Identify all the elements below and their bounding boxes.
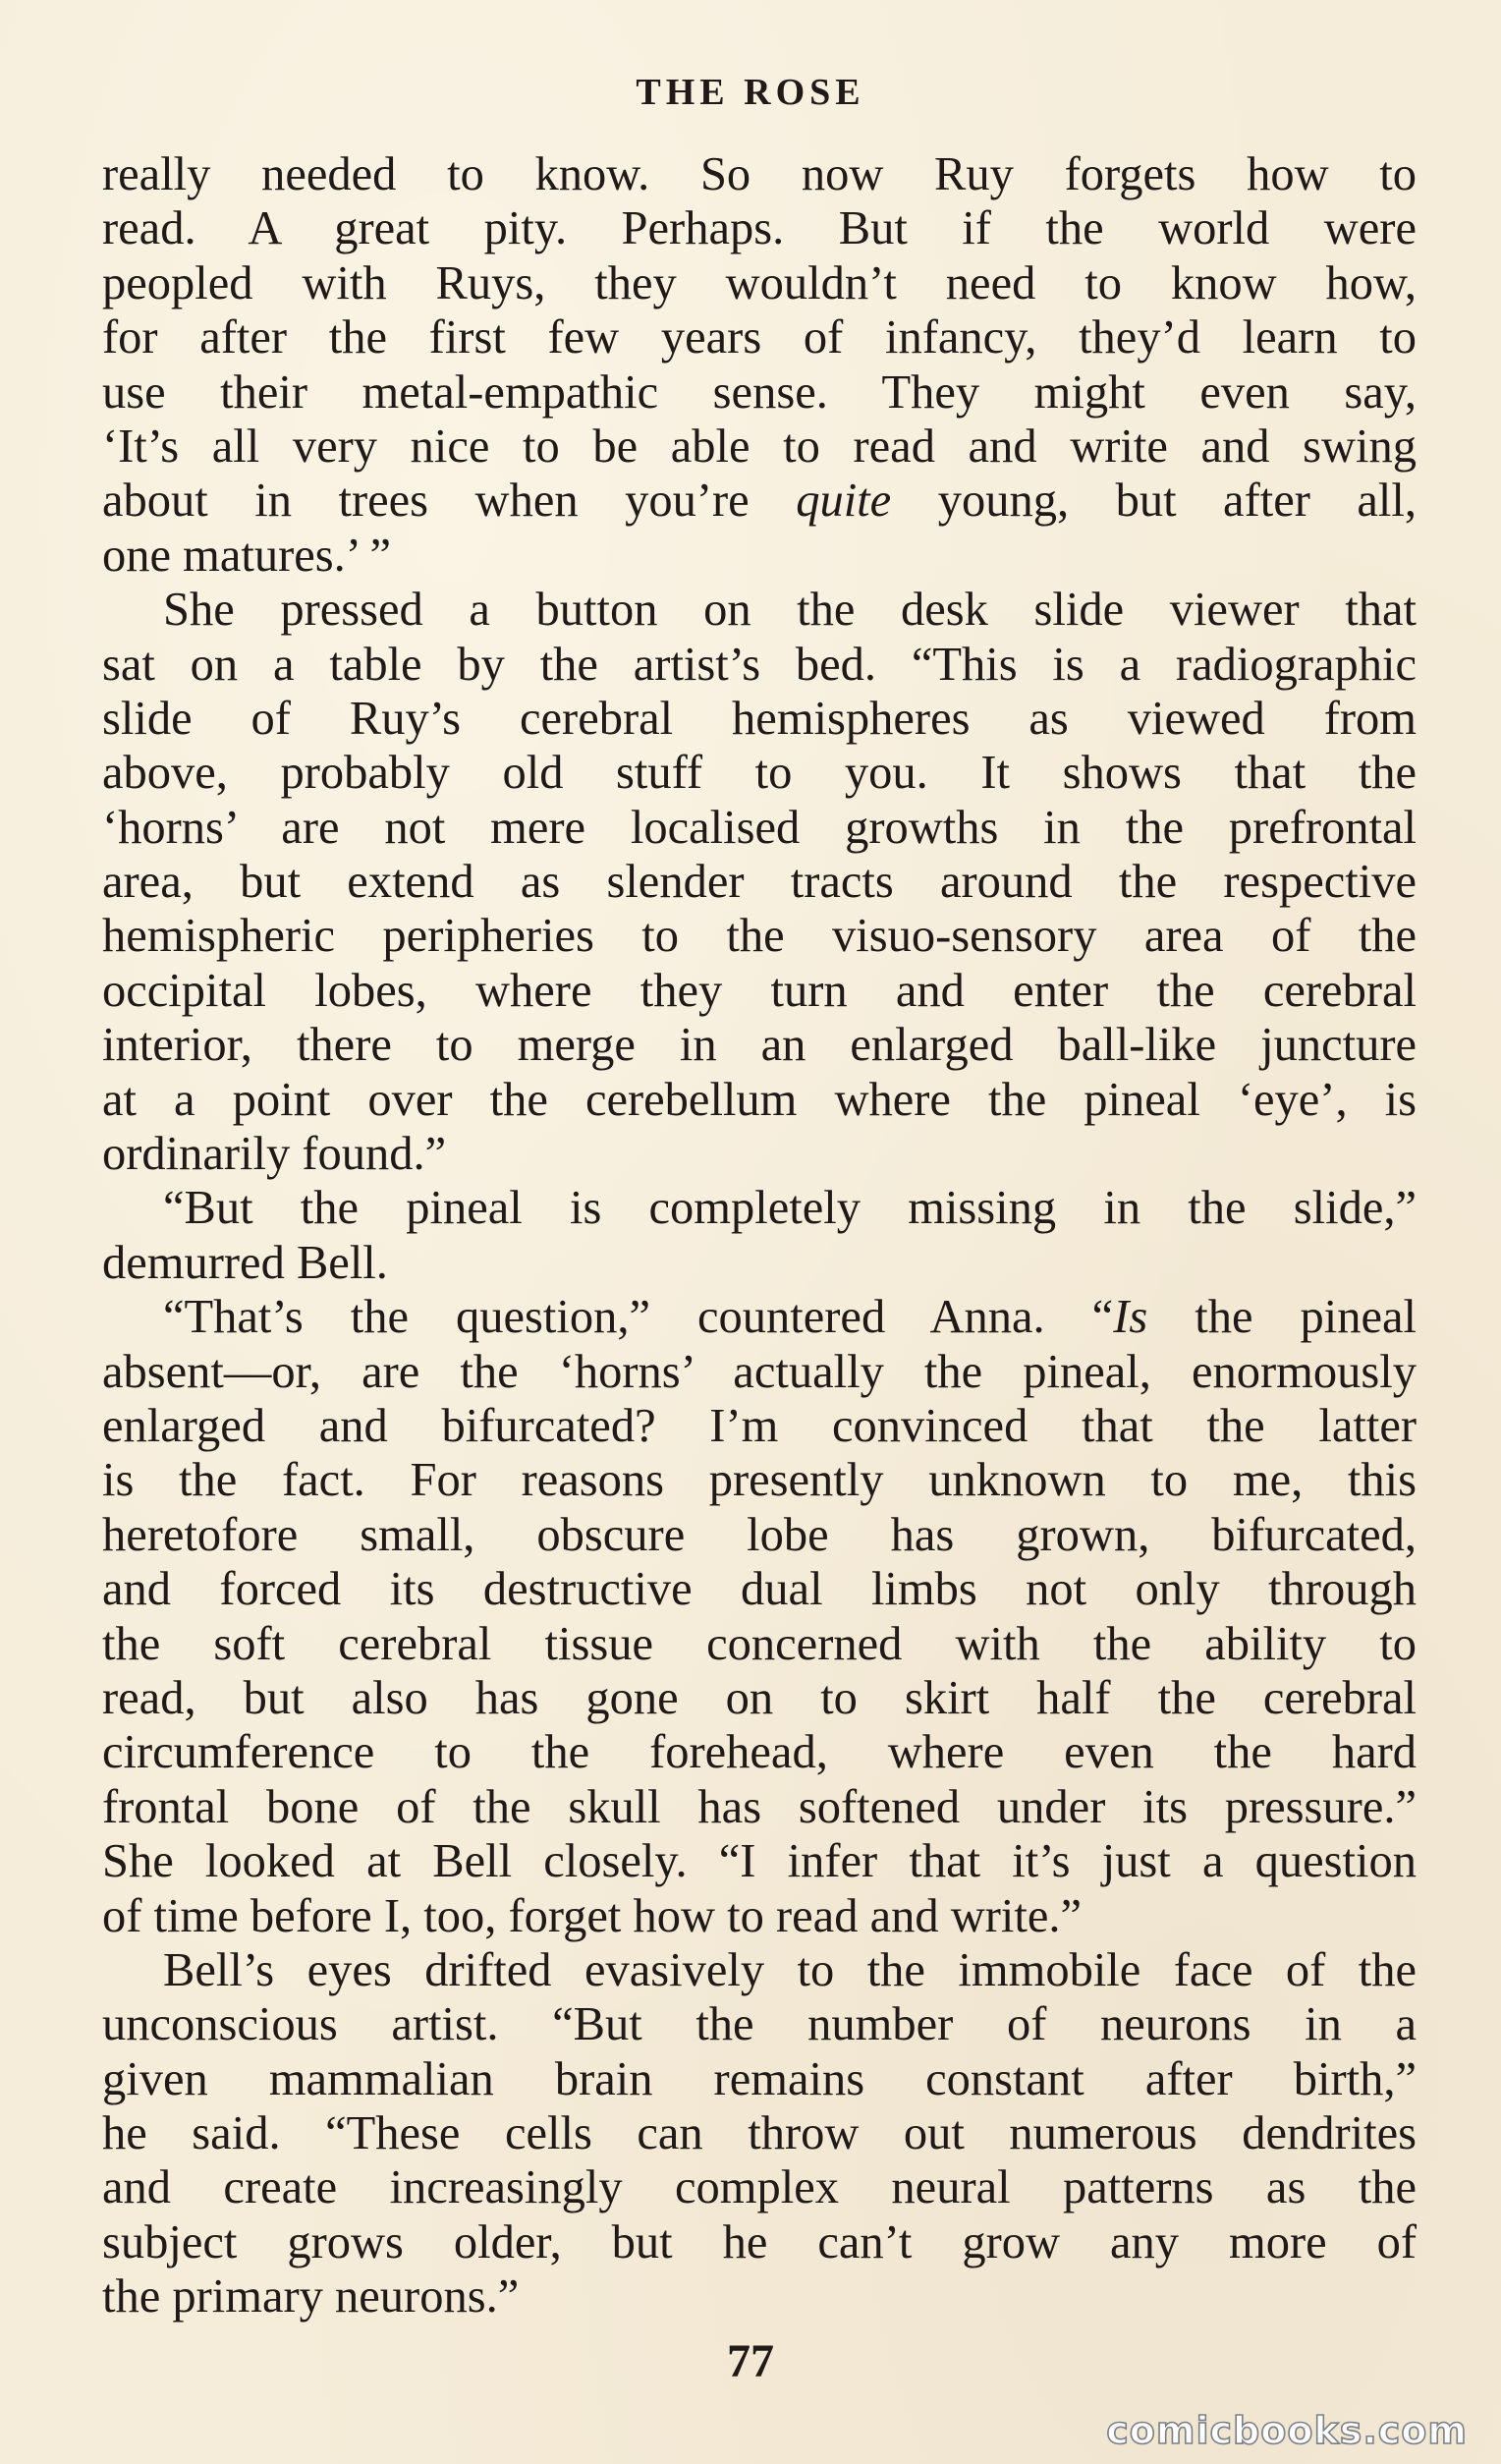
text-line: sat on a table by the artist’s bed. “This is a radiographic [102,638,1417,691]
text-line: ‘It’s all very nice to be able to read and write and swing [102,420,1417,473]
text-line: area, but extend as slender tracts around the respective [102,856,1417,909]
text-line: She looked at Bell closely. “I infer that it’s just a question [102,1835,1417,1888]
text-line: “That’s the question,” countered Anna. “Is the pineal [163,1291,1417,1344]
text-line: Bell’s eyes drifted evasively to the immobile face of the [163,1943,1417,1996]
page-number: 77 [727,2335,774,2387]
text-line: and forced its destructive dual limbs not only through [102,1563,1417,1616]
text-line: at a point over the cerebellum where the pineal ‘eye’, is [102,1073,1417,1126]
text-line: about in trees when you’re quite young, but after all, [102,475,1417,528]
text-line: “But the pineal is completely missing in the slide,” [163,1182,1417,1235]
text-line: one matures.’ ” [102,529,392,582]
text-line: hemispheric peripheries to the visuo-sensory area of the [102,910,1417,963]
text-line: is the fact. For reasons presently unknown to me, this [102,1454,1417,1507]
text-line: peopled with Ruys, they wouldn’t need to know how, [102,256,1417,309]
text-line: absent—or, are the ‘horns’ actually the pineal, enormously [102,1345,1417,1398]
text-line: above, probably old stuff to you. It shows that the [102,747,1417,800]
text-line: circumference to the forehead, where even the hard [102,1726,1417,1779]
text-line: slide of Ruy’s cerebral hemispheres as viewed from [102,692,1417,745]
text-line: occipital lobes, where they turn and enter the cerebral [102,964,1417,1017]
text-line: really needed to know. So now Ruy forgets how to [102,148,1417,200]
text-line: ordinarily found.” [102,1128,447,1181]
body-text [102,147,1417,2324]
running-title: THE ROSE [636,72,865,113]
text-line: read. A great pity. Perhaps. But if the world were [102,202,1417,255]
text-line: and create increasingly complex neural patterns as the [102,2161,1417,2214]
text-line: heretofore small, obscure lobe has grown, bifurcated, [102,1508,1417,1561]
text-line: the primary neurons.” [102,2270,520,2324]
text-line: read, but also has gone on to skirt half the cerebral [102,1671,1417,1724]
text-line: subject grows older, but he can’t grow any more of [102,2215,1417,2268]
text-line: demurred Bell. [102,1236,388,1289]
text-line: he said. “These cells can throw out numerous dendrites [102,2107,1417,2160]
text-line: frontal bone of the skull has softened under its pressure.” [102,1780,1417,1833]
text-line: enlarged and bifurcated? I’m convinced that the latter [102,1399,1417,1452]
text-line: for after the first few years of infancy, they’d learn to [102,311,1417,364]
text-line: ‘horns’ are not mere localised growths in the prefrontal [102,801,1417,854]
watermark-logo: comicbooks.com [1106,2409,1468,2452]
text-line: the soft cerebral tissue concerned with the ability to [102,1617,1417,1670]
text-line: use their metal-empathic sense. They might even say, [102,365,1417,419]
text-line: She pressed a button on the desk slide viewer that [163,584,1417,637]
text-line: interior, there to merge in an enlarged ball-like juncture [102,1019,1417,1072]
text-line: unconscious artist. “But the number of neurons in a [102,1998,1417,2051]
text-line: of time before I, too, forget how to read and write.” [102,1889,1083,1942]
text-line: given mammalian brain remains constant after birth,” [102,2052,1417,2105]
